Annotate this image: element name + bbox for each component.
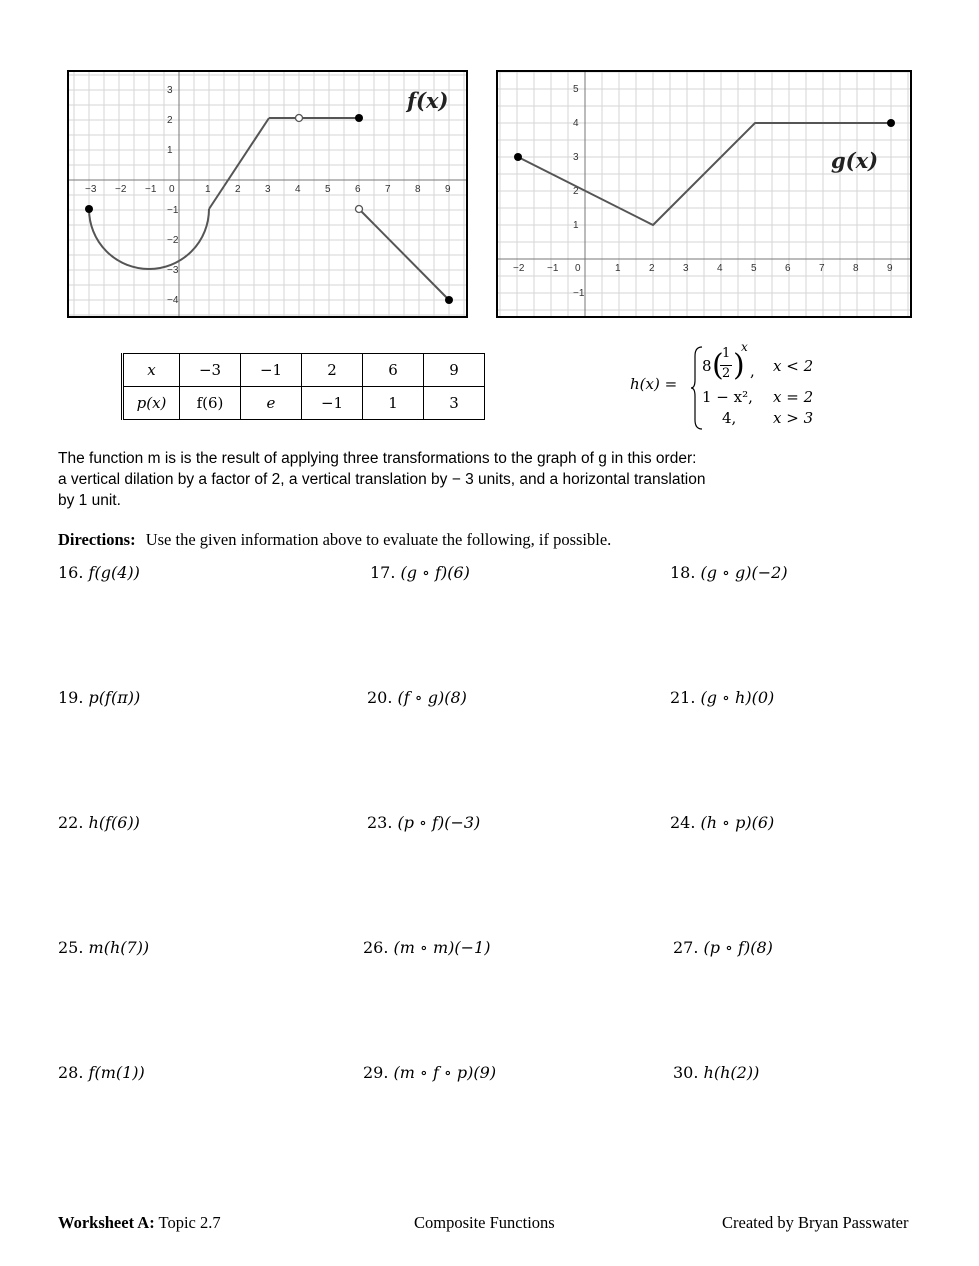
problem-number: 28.	[58, 1063, 84, 1082]
problem-expression: h(f(6))	[88, 813, 140, 832]
problem-25	[58, 938, 149, 957]
h-lhs: h(x) =	[630, 375, 678, 393]
p-table-cell: f(6)	[180, 387, 241, 420]
y-tick-label: 2	[573, 186, 579, 197]
problem-29	[363, 1063, 496, 1082]
y-tick-label: −1	[573, 288, 585, 299]
description-line-1: The function m is is the result of applying three transformations to the graph of g in this order:	[58, 450, 697, 467]
problem-18	[670, 563, 788, 582]
h-case3-expr: 4,	[722, 409, 737, 427]
problem-expression: (f ∘ g)(8)	[397, 688, 467, 707]
h-case1-exp: x	[741, 340, 748, 354]
x-tick-label: 0	[575, 263, 581, 274]
h-case2-expr: 1 − x²,	[702, 388, 753, 406]
problem-number: 21.	[670, 688, 696, 707]
x-tick-label: 3	[683, 263, 689, 274]
problem-number: 29.	[363, 1063, 389, 1082]
description-line-3: by 1 unit.	[58, 492, 121, 509]
f-closed-point-9	[445, 296, 453, 304]
graph-g-title: g(x)	[831, 148, 879, 173]
y-tick-label: 1	[167, 145, 173, 156]
x-tick-label: 8	[415, 184, 421, 195]
x-tick-label: 6	[785, 263, 791, 274]
problem-26	[363, 938, 490, 957]
x-tick-label: −3	[85, 184, 97, 195]
graph-f-svg	[69, 72, 466, 316]
x-tick-label: −2	[115, 184, 127, 195]
p-table-header-x: x	[123, 354, 180, 387]
problem-16	[58, 563, 140, 582]
f-closed-point-6	[355, 114, 363, 122]
footer-left	[58, 1213, 221, 1233]
problem-27	[673, 938, 773, 957]
problem-expression: (m ∘ m)(−1)	[393, 938, 491, 957]
x-tick-label: −2	[513, 263, 525, 274]
x-tick-label: 1	[615, 263, 621, 274]
problem-expression: h(h(2))	[703, 1063, 760, 1082]
f-open-point-4	[296, 115, 303, 122]
y-tick-label: −4	[167, 295, 179, 306]
f-closed-point-left	[85, 205, 93, 213]
x-tick-label: 3	[265, 184, 271, 195]
p-table	[121, 353, 485, 420]
h-definition	[630, 340, 860, 435]
problem-20	[367, 688, 467, 707]
directions-label: Directions:	[58, 530, 136, 549]
problem-expression: (g ∘ h)(0)	[700, 688, 775, 707]
footer-left-bold: Worksheet A:	[58, 1213, 155, 1232]
x-tick-label: 9	[445, 184, 451, 195]
p-table-cell: 3	[424, 387, 485, 420]
problem-23	[367, 813, 480, 832]
x-tick-label: 9	[887, 263, 893, 274]
problem-28	[58, 1063, 145, 1082]
h-case1-comma: ,	[750, 362, 755, 380]
h-case2-cond: x = 2	[773, 388, 814, 406]
x-tick-label: −1	[547, 263, 559, 274]
h-case1-paren-right: )	[733, 348, 745, 383]
problem-number: 25.	[58, 938, 84, 957]
x-tick-label: −1	[145, 184, 157, 195]
y-tick-label: 3	[573, 152, 579, 163]
problem-expression: (p ∘ f)(8)	[703, 938, 773, 957]
problem-expression: f(m(1))	[88, 1063, 145, 1082]
problem-number: 20.	[367, 688, 393, 707]
problem-number: 24.	[670, 813, 696, 832]
problem-24	[670, 813, 774, 832]
y-tick-label: 1	[573, 220, 579, 231]
h-case1-num: 1	[722, 346, 731, 361]
p-table-cell: 1	[363, 387, 424, 420]
problem-expression: (h ∘ p)(6)	[700, 813, 775, 832]
x-tick-label: 7	[385, 184, 391, 195]
problem-expression: (m ∘ f ∘ p)(9)	[393, 1063, 497, 1082]
description-line-2: a vertical dilation by a factor of 2, a vertical translation by − 3 units, and a horizontal translation	[58, 471, 706, 488]
p-table-cell: −1	[302, 387, 363, 420]
x-tick-label: 0	[169, 184, 175, 195]
problem-21	[670, 688, 774, 707]
graph-f-title: f(x)	[407, 88, 449, 113]
h-case1-coef: 8	[702, 357, 712, 375]
x-tick-label: 2	[235, 184, 241, 195]
p-table-cell: −3	[180, 354, 241, 387]
problem-expression: (p ∘ f)(−3)	[397, 813, 481, 832]
problem-number: 23.	[367, 813, 393, 832]
y-tick-label: −3	[167, 265, 179, 276]
x-tick-label: 4	[717, 263, 723, 274]
p-table-cell: −1	[241, 354, 302, 387]
x-tick-label: 2	[649, 263, 655, 274]
description-paragraph	[58, 448, 818, 511]
problem-expression: (g ∘ g)(−2)	[700, 563, 788, 582]
footer-center: Composite Functions	[414, 1213, 555, 1232]
y-tick-label: 2	[167, 115, 173, 126]
g-closed-point-right	[887, 119, 895, 127]
h-case3-cond: x > 3	[773, 409, 814, 427]
p-table-cell: 9	[424, 354, 485, 387]
x-tick-label: 5	[751, 263, 757, 274]
h-case1-paren-left: (	[712, 348, 724, 383]
x-tick-label: 8	[853, 263, 859, 274]
problem-22	[58, 813, 140, 832]
graph-f	[67, 70, 468, 318]
y-tick-label: 5	[573, 84, 579, 95]
f-open-point-6-low	[356, 206, 363, 213]
graph-g-svg	[498, 72, 910, 316]
h-case1-cond: x < 2	[773, 357, 814, 375]
problem-number: 27.	[673, 938, 699, 957]
y-tick-label: −1	[167, 205, 179, 216]
x-tick-label: 1	[205, 184, 211, 195]
graph-g	[496, 70, 912, 318]
problem-number: 30.	[673, 1063, 699, 1082]
problem-17	[370, 563, 470, 582]
g-closed-point-left	[514, 153, 522, 161]
directions-text: Use the given information above to evaluate the following, if possible.	[145, 530, 612, 549]
problem-19	[58, 688, 140, 707]
p-table-header-p: p(x)	[123, 387, 180, 420]
footer-right: Created by Bryan Passwater	[722, 1213, 909, 1232]
problem-expression: f(g(4))	[88, 563, 140, 582]
problem-expression: (g ∘ f)(6)	[400, 563, 470, 582]
problem-expression: p(f(π))	[88, 688, 141, 707]
p-table-row-x	[123, 354, 485, 387]
x-tick-label: 4	[295, 184, 301, 195]
x-tick-label: 7	[819, 263, 825, 274]
p-table-cell: 6	[363, 354, 424, 387]
footer-left-topic: Topic 2.7	[154, 1213, 221, 1232]
h-case1-den: 2	[722, 366, 731, 381]
p-table-row-p	[123, 387, 485, 420]
problem-30	[673, 1063, 759, 1082]
problem-number: 18.	[670, 563, 696, 582]
problem-number: 16.	[58, 563, 84, 582]
x-tick-label: 6	[355, 184, 361, 195]
problem-number: 19.	[58, 688, 84, 707]
y-tick-label: −2	[167, 235, 179, 246]
y-tick-label: 3	[167, 85, 173, 96]
problem-number: 22.	[58, 813, 84, 832]
x-tick-label: 5	[325, 184, 331, 195]
problem-number: 26.	[363, 938, 389, 957]
p-table-cell: 2	[302, 354, 363, 387]
p-table-cell: e	[241, 387, 302, 420]
problem-expression: m(h(7))	[88, 938, 150, 957]
y-tick-label: 4	[573, 118, 579, 129]
problem-number: 17.	[370, 563, 396, 582]
directions	[58, 529, 611, 550]
